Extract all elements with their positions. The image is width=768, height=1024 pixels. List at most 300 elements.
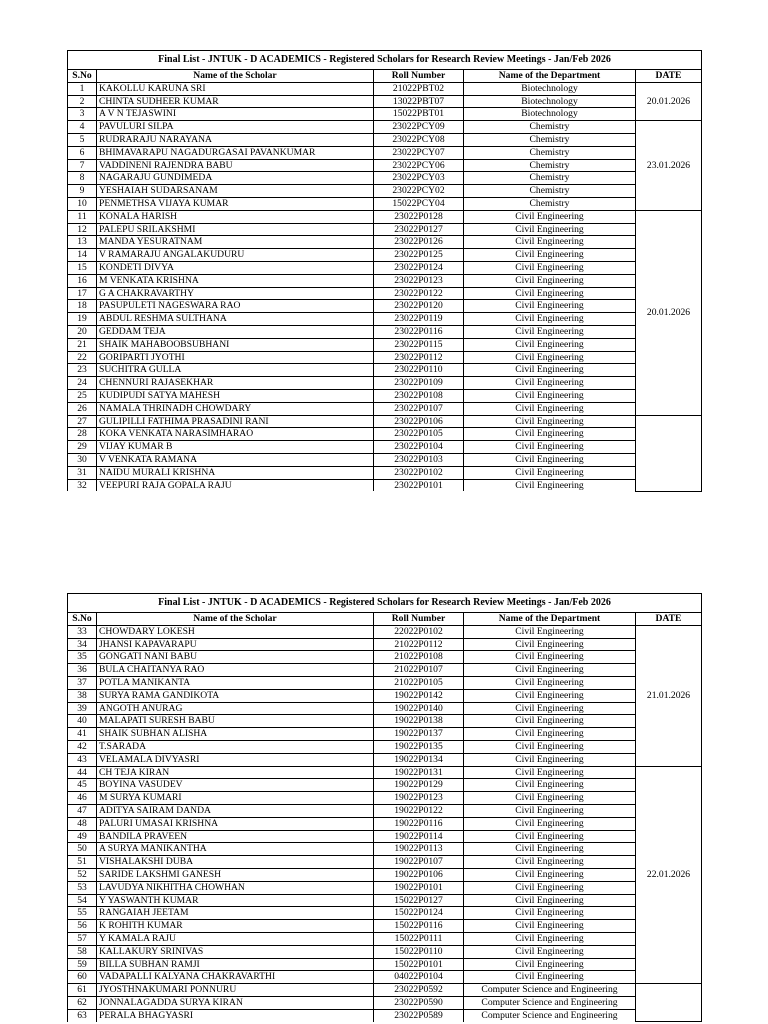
roll-number-cell: 23022P0590 bbox=[374, 996, 464, 1009]
scholar-name-cell: GONGATI NANI BABU bbox=[97, 651, 374, 664]
roll-number-cell: 22022P0102 bbox=[374, 625, 464, 638]
table-row bbox=[68, 325, 702, 338]
sno-cell: 23 bbox=[68, 364, 97, 377]
scholar-name-cell: G A CHAKRAVARTHY bbox=[97, 287, 374, 300]
table-row bbox=[68, 121, 702, 134]
table-row bbox=[68, 172, 702, 185]
sno-cell: 25 bbox=[68, 389, 97, 402]
table-row bbox=[68, 996, 702, 1009]
roll-number-cell: 15022P0110 bbox=[374, 945, 464, 958]
roll-number-cell: 19022P0131 bbox=[374, 766, 464, 779]
department-cell: Civil Engineering bbox=[464, 843, 636, 856]
sno-cell: 62 bbox=[68, 996, 97, 1009]
department-cell: Civil Engineering bbox=[464, 779, 636, 792]
table-row bbox=[68, 108, 702, 121]
department-cell: Civil Engineering bbox=[464, 274, 636, 287]
sno-cell: 7 bbox=[68, 159, 97, 172]
table-row bbox=[68, 984, 702, 997]
sno-cell: 4 bbox=[68, 121, 97, 134]
table-row bbox=[68, 287, 702, 300]
sno-cell: 47 bbox=[68, 804, 97, 817]
roll-number-cell: 23022P0127 bbox=[374, 223, 464, 236]
sno-cell: 59 bbox=[68, 958, 97, 971]
scholar-name-cell: VELAMALA DIVYASRI bbox=[97, 753, 374, 766]
sno-cell: 37 bbox=[68, 676, 97, 689]
table-row bbox=[68, 945, 702, 958]
table-row bbox=[68, 907, 702, 920]
department-cell: Biotechnology bbox=[464, 108, 636, 121]
sno-cell: 13 bbox=[68, 236, 97, 249]
scholar-name-cell: KONDETI DIVYA bbox=[97, 261, 374, 274]
roll-number-cell: 19022P0122 bbox=[374, 804, 464, 817]
table-title: Final List - JNTUK - D ACADEMICS - Registered Scholars for Research Review Meetings - Jan/Feb 2026 bbox=[68, 51, 702, 70]
date-cell bbox=[636, 984, 702, 1022]
department-cell: Civil Engineering bbox=[464, 313, 636, 326]
sno-cell: 8 bbox=[68, 172, 97, 185]
roll-number-cell: 23022P0126 bbox=[374, 236, 464, 249]
sno-cell: 52 bbox=[68, 868, 97, 881]
department-cell: Civil Engineering bbox=[464, 377, 636, 390]
table-row bbox=[68, 133, 702, 146]
table-row bbox=[68, 95, 702, 108]
table-row bbox=[68, 881, 702, 894]
table-row bbox=[68, 377, 702, 390]
scholar-name-cell: CHOWDARY LOKESH bbox=[97, 625, 374, 638]
roll-number-cell: 21022P0107 bbox=[374, 664, 464, 677]
roll-number-cell: 19022P0129 bbox=[374, 779, 464, 792]
department-cell: Civil Engineering bbox=[464, 907, 636, 920]
scholar-name-cell: T.SARADA bbox=[97, 740, 374, 753]
roll-number-cell: 23022P0106 bbox=[374, 415, 464, 428]
department-cell: Civil Engineering bbox=[464, 945, 636, 958]
scholar-name-cell: A V N TEJASWINI bbox=[97, 108, 374, 121]
sno-cell: 15 bbox=[68, 261, 97, 274]
sno-cell: 10 bbox=[68, 197, 97, 210]
scholar-name-cell: MANDA YESURATNAM bbox=[97, 236, 374, 249]
table-row bbox=[68, 453, 702, 466]
table-row bbox=[68, 920, 702, 933]
sno-cell: 46 bbox=[68, 792, 97, 805]
sno-cell: 33 bbox=[68, 625, 97, 638]
table-row bbox=[68, 651, 702, 664]
roll-number-cell: 23022P0105 bbox=[374, 428, 464, 441]
roll-number-cell: 19022P0134 bbox=[374, 753, 464, 766]
sno-cell: 57 bbox=[68, 932, 97, 945]
department-cell: Civil Engineering bbox=[464, 689, 636, 702]
roll-number-cell: 19022P0116 bbox=[374, 817, 464, 830]
sno-cell: 1 bbox=[68, 82, 97, 95]
roll-number-cell: 23022P0120 bbox=[374, 300, 464, 313]
header-sno: S.No bbox=[68, 70, 97, 83]
scholar-name-cell: NAMALA THRINADH CHOWDARY bbox=[97, 402, 374, 415]
sno-cell: 6 bbox=[68, 146, 97, 159]
sno-cell: 2 bbox=[68, 95, 97, 108]
sno-cell: 22 bbox=[68, 351, 97, 364]
roll-number-cell: 19022P0138 bbox=[374, 715, 464, 728]
header-name: Name of the Scholar bbox=[97, 613, 374, 626]
header-department: Name of the Department bbox=[464, 70, 636, 83]
roll-number-cell: 23022P0589 bbox=[374, 1009, 464, 1021]
header-roll-number: Roll Number bbox=[374, 70, 464, 83]
table-row bbox=[68, 971, 702, 984]
sno-cell: 35 bbox=[68, 651, 97, 664]
header-department: Name of the Department bbox=[464, 613, 636, 626]
department-cell: Civil Engineering bbox=[464, 894, 636, 907]
scholar-name-cell: GORIPARTI JYOTHI bbox=[97, 351, 374, 364]
scholars-table-2 bbox=[67, 593, 702, 1022]
sno-cell: 31 bbox=[68, 466, 97, 479]
roll-number-cell: 23022PCY06 bbox=[374, 159, 464, 172]
department-cell: Civil Engineering bbox=[464, 300, 636, 313]
scholar-name-cell: BULA CHAITANYA RAO bbox=[97, 664, 374, 677]
table-row bbox=[68, 728, 702, 741]
scholar-name-cell: SHAIK SUBHAN ALISHA bbox=[97, 728, 374, 741]
roll-number-cell: 23022P0110 bbox=[374, 364, 464, 377]
scholar-name-cell: POTLA MANIKANTA bbox=[97, 676, 374, 689]
department-cell: Civil Engineering bbox=[464, 638, 636, 651]
scholar-name-cell: SARIDE LAKSHMI GANESH bbox=[97, 868, 374, 881]
sno-cell: 38 bbox=[68, 689, 97, 702]
table-row bbox=[68, 313, 702, 326]
sno-cell: 61 bbox=[68, 984, 97, 997]
sno-cell: 5 bbox=[68, 133, 97, 146]
table-body bbox=[68, 82, 702, 491]
department-cell: Computer Science and Engineering bbox=[464, 1009, 636, 1021]
department-cell: Civil Engineering bbox=[464, 766, 636, 779]
table-row bbox=[68, 843, 702, 856]
scholar-name-cell: PALEPU SRILAKSHMI bbox=[97, 223, 374, 236]
header-roll-number: Roll Number bbox=[374, 613, 464, 626]
table-row bbox=[68, 779, 702, 792]
scholar-name-cell: V VENKATA RAMANA bbox=[97, 453, 374, 466]
table-row bbox=[68, 249, 702, 262]
table-row bbox=[68, 830, 702, 843]
table-row bbox=[68, 676, 702, 689]
sno-cell: 40 bbox=[68, 715, 97, 728]
date-cell: 22.01.2026 bbox=[636, 766, 702, 984]
scholar-name-cell: A SURYA MANIKANTHA bbox=[97, 843, 374, 856]
table-row bbox=[68, 664, 702, 677]
table-row bbox=[68, 466, 702, 479]
roll-number-cell: 19022P0114 bbox=[374, 830, 464, 843]
table-row bbox=[68, 338, 702, 351]
header-date: DATE bbox=[636, 70, 702, 83]
department-cell: Chemistry bbox=[464, 121, 636, 134]
table-row bbox=[68, 894, 702, 907]
department-cell: Civil Engineering bbox=[464, 210, 636, 223]
date-cell: 20.01.2026 bbox=[636, 210, 702, 415]
department-cell: Chemistry bbox=[464, 146, 636, 159]
table-row bbox=[68, 210, 702, 223]
table-row bbox=[68, 300, 702, 313]
department-cell: Civil Engineering bbox=[464, 702, 636, 715]
roll-number-cell: 21022P0108 bbox=[374, 651, 464, 664]
department-cell: Civil Engineering bbox=[464, 792, 636, 805]
scholar-name-cell: CH TEJA KIRAN bbox=[97, 766, 374, 779]
department-cell: Civil Engineering bbox=[464, 625, 636, 638]
roll-number-cell: 21022P0112 bbox=[374, 638, 464, 651]
sno-cell: 26 bbox=[68, 402, 97, 415]
sno-cell: 60 bbox=[68, 971, 97, 984]
roll-number-cell: 23022PCY08 bbox=[374, 133, 464, 146]
department-cell: Civil Engineering bbox=[464, 453, 636, 466]
scholar-name-cell: VISHALAKSHI DUBA bbox=[97, 856, 374, 869]
roll-number-cell: 21022PBT02 bbox=[374, 82, 464, 95]
scholar-name-cell: BILLA SUBHAN RAMJI bbox=[97, 958, 374, 971]
scholar-name-cell: V RAMARAJU ANGALAKUDURU bbox=[97, 249, 374, 262]
scholar-name-cell: GULIPILLI FATHIMA PRASADINI RANI bbox=[97, 415, 374, 428]
sno-cell: 49 bbox=[68, 830, 97, 843]
department-cell: Civil Engineering bbox=[464, 351, 636, 364]
table-row bbox=[68, 261, 702, 274]
scholar-name-cell: VIJAY KUMAR B bbox=[97, 441, 374, 454]
department-cell: Civil Engineering bbox=[464, 428, 636, 441]
department-cell: Civil Engineering bbox=[464, 441, 636, 454]
department-cell: Civil Engineering bbox=[464, 676, 636, 689]
scholar-name-cell: CHENNURI RAJASEKHAR bbox=[97, 377, 374, 390]
department-cell: Computer Science and Engineering bbox=[464, 996, 636, 1009]
scholar-name-cell: SHAIK MAHABOOBSUBHANI bbox=[97, 338, 374, 351]
department-cell: Civil Engineering bbox=[464, 830, 636, 843]
table-body bbox=[68, 625, 702, 1021]
department-cell: Chemistry bbox=[464, 185, 636, 198]
sno-cell: 43 bbox=[68, 753, 97, 766]
date-cell: 21.01.2026 bbox=[636, 625, 702, 766]
scholar-name-cell: M SURYA KUMARI bbox=[97, 792, 374, 805]
scholar-name-cell: VADDINENI RAJENDRA BABU bbox=[97, 159, 374, 172]
sno-cell: 39 bbox=[68, 702, 97, 715]
scholar-name-cell: KALLAKURY SRINIVAS bbox=[97, 945, 374, 958]
table-row bbox=[68, 766, 702, 779]
roll-number-cell: 19022P0106 bbox=[374, 868, 464, 881]
table-row bbox=[68, 753, 702, 766]
department-cell: Civil Engineering bbox=[464, 223, 636, 236]
department-cell: Chemistry bbox=[464, 159, 636, 172]
header-sno: S.No bbox=[68, 613, 97, 626]
table-row bbox=[68, 428, 702, 441]
sno-cell: 19 bbox=[68, 313, 97, 326]
table-row bbox=[68, 351, 702, 364]
scholars-table-1 bbox=[67, 50, 702, 492]
scholar-name-cell: BANDILA PRAVEEN bbox=[97, 830, 374, 843]
table-row bbox=[68, 689, 702, 702]
department-cell: Civil Engineering bbox=[464, 249, 636, 262]
roll-number-cell: 19022P0140 bbox=[374, 702, 464, 715]
roll-number-cell: 13022PBT07 bbox=[374, 95, 464, 108]
department-cell: Chemistry bbox=[464, 133, 636, 146]
table-row bbox=[68, 159, 702, 172]
scholar-name-cell: ANGOTH ANURAG bbox=[97, 702, 374, 715]
sno-cell: 34 bbox=[68, 638, 97, 651]
table-row bbox=[68, 364, 702, 377]
roll-number-cell: 15022P0127 bbox=[374, 894, 464, 907]
table-row bbox=[68, 274, 702, 287]
table-title: Final List - JNTUK - D ACADEMICS - Registered Scholars for Research Review Meetings - Jan/Feb 2026 bbox=[68, 594, 702, 613]
table-row bbox=[68, 625, 702, 638]
department-cell: Civil Engineering bbox=[464, 261, 636, 274]
table-row bbox=[68, 441, 702, 454]
date-cell: 23.01.2026 bbox=[636, 121, 702, 211]
sno-cell: 21 bbox=[68, 338, 97, 351]
sno-cell: 27 bbox=[68, 415, 97, 428]
department-cell: Civil Engineering bbox=[464, 881, 636, 894]
sno-cell: 11 bbox=[68, 210, 97, 223]
roll-number-cell: 23022P0115 bbox=[374, 338, 464, 351]
table-row bbox=[68, 804, 702, 817]
roll-number-cell: 23022PCY09 bbox=[374, 121, 464, 134]
scholar-name-cell: SUCHITRA GULLA bbox=[97, 364, 374, 377]
sno-cell: 56 bbox=[68, 920, 97, 933]
roll-number-cell: 23022P0592 bbox=[374, 984, 464, 997]
table-row bbox=[68, 740, 702, 753]
scholar-name-cell: JONNALAGADDA SURYA KIRAN bbox=[97, 996, 374, 1009]
sno-cell: 51 bbox=[68, 856, 97, 869]
roll-number-cell: 23022P0128 bbox=[374, 210, 464, 223]
table-row bbox=[68, 402, 702, 415]
roll-number-cell: 04022P0104 bbox=[374, 971, 464, 984]
scholar-name-cell: PAVULURI SILPA bbox=[97, 121, 374, 134]
table-row bbox=[68, 415, 702, 428]
roll-number-cell: 23022P0124 bbox=[374, 261, 464, 274]
sno-cell: 28 bbox=[68, 428, 97, 441]
roll-number-cell: 21022P0105 bbox=[374, 676, 464, 689]
roll-number-cell: 15022P0101 bbox=[374, 958, 464, 971]
roll-number-cell: 23022P0101 bbox=[374, 479, 464, 491]
scholar-name-cell: JHANSI KAPAVARAPU bbox=[97, 638, 374, 651]
sno-cell: 32 bbox=[68, 479, 97, 491]
sno-cell: 36 bbox=[68, 664, 97, 677]
department-cell: Civil Engineering bbox=[464, 287, 636, 300]
department-cell: Civil Engineering bbox=[464, 856, 636, 869]
sno-cell: 55 bbox=[68, 907, 97, 920]
scholar-name-cell: NAGARAJU GUNDIMEDA bbox=[97, 172, 374, 185]
department-cell: Civil Engineering bbox=[464, 958, 636, 971]
table-row bbox=[68, 856, 702, 869]
department-cell: Civil Engineering bbox=[464, 415, 636, 428]
roll-number-cell: 19022P0107 bbox=[374, 856, 464, 869]
roll-number-cell: 23022P0108 bbox=[374, 389, 464, 402]
date-cell bbox=[636, 415, 702, 491]
scholar-name-cell: Y KAMALA RAJU bbox=[97, 932, 374, 945]
roll-number-cell: 23022P0125 bbox=[374, 249, 464, 262]
sno-cell: 17 bbox=[68, 287, 97, 300]
scholar-name-cell: RANGAIAH JEETAM bbox=[97, 907, 374, 920]
department-cell: Civil Engineering bbox=[464, 338, 636, 351]
table-row bbox=[68, 236, 702, 249]
table-row bbox=[68, 817, 702, 830]
sno-cell: 14 bbox=[68, 249, 97, 262]
sno-cell: 24 bbox=[68, 377, 97, 390]
scholar-name-cell: KOKA VENKATA NARASIMHARAO bbox=[97, 428, 374, 441]
department-cell: Civil Engineering bbox=[464, 479, 636, 491]
department-cell: Civil Engineering bbox=[464, 364, 636, 377]
sno-cell: 63 bbox=[68, 1009, 97, 1021]
scholar-name-cell: KONALA HARISH bbox=[97, 210, 374, 223]
header-date: DATE bbox=[636, 613, 702, 626]
department-cell: Biotechnology bbox=[464, 82, 636, 95]
scholar-name-cell: BOYINA VASUDEV bbox=[97, 779, 374, 792]
roll-number-cell: 15022PCY04 bbox=[374, 197, 464, 210]
sno-cell: 45 bbox=[68, 779, 97, 792]
department-cell: Chemistry bbox=[464, 197, 636, 210]
table-row bbox=[68, 958, 702, 971]
roll-number-cell: 19022P0135 bbox=[374, 740, 464, 753]
department-cell: Civil Engineering bbox=[464, 868, 636, 881]
scholar-name-cell: PENMETHSA VIJAYA KUMAR bbox=[97, 197, 374, 210]
scholar-name-cell: K ROHITH KUMAR bbox=[97, 920, 374, 933]
scholar-name-cell: PALURI UMASAI KRISHNA bbox=[97, 817, 374, 830]
department-cell: Civil Engineering bbox=[464, 932, 636, 945]
scholar-name-cell: ABDUL RESHMA SULTHANA bbox=[97, 313, 374, 326]
scholar-name-cell: ADITYA SAIRAM DANDA bbox=[97, 804, 374, 817]
sno-cell: 41 bbox=[68, 728, 97, 741]
scholar-name-cell: GEDDAM TEJA bbox=[97, 325, 374, 338]
department-cell: Civil Engineering bbox=[464, 715, 636, 728]
department-cell: Civil Engineering bbox=[464, 664, 636, 677]
table-row bbox=[68, 185, 702, 198]
sno-cell: 9 bbox=[68, 185, 97, 198]
roll-number-cell: 23022PCY02 bbox=[374, 185, 464, 198]
roll-number-cell: 19022P0142 bbox=[374, 689, 464, 702]
roll-number-cell: 23022P0102 bbox=[374, 466, 464, 479]
sno-cell: 30 bbox=[68, 453, 97, 466]
table-row bbox=[68, 702, 702, 715]
scholar-name-cell: LAVUDYA NIKHITHA CHOWHAN bbox=[97, 881, 374, 894]
table-row bbox=[68, 223, 702, 236]
sno-cell: 42 bbox=[68, 740, 97, 753]
department-cell: Civil Engineering bbox=[464, 651, 636, 664]
sno-cell: 53 bbox=[68, 881, 97, 894]
sno-cell: 20 bbox=[68, 325, 97, 338]
scholar-name-cell: JYOSTHNAKUMARI PONNURU bbox=[97, 984, 374, 997]
department-cell: Civil Engineering bbox=[464, 971, 636, 984]
sno-cell: 12 bbox=[68, 223, 97, 236]
table-row bbox=[68, 389, 702, 402]
header-name: Name of the Scholar bbox=[97, 70, 374, 83]
sno-cell: 48 bbox=[68, 817, 97, 830]
department-cell: Computer Science and Engineering bbox=[464, 984, 636, 997]
scholar-name-cell: KAKOLLU KARUNA SRI bbox=[97, 82, 374, 95]
department-cell: Civil Engineering bbox=[464, 236, 636, 249]
roll-number-cell: 23022P0109 bbox=[374, 377, 464, 390]
roll-number-cell: 23022P0104 bbox=[374, 441, 464, 454]
department-cell: Civil Engineering bbox=[464, 804, 636, 817]
sno-cell: 18 bbox=[68, 300, 97, 313]
date-cell: 20.01.2026 bbox=[636, 82, 702, 120]
department-cell: Civil Engineering bbox=[464, 402, 636, 415]
roll-number-cell: 15022P0124 bbox=[374, 907, 464, 920]
scholar-name-cell: M VENKATA KRISHNA bbox=[97, 274, 374, 287]
roll-number-cell: 23022P0116 bbox=[374, 325, 464, 338]
roll-number-cell: 23022P0123 bbox=[374, 274, 464, 287]
roll-number-cell: 23022P0119 bbox=[374, 313, 464, 326]
scholar-name-cell: PERALA BHAGYASRI bbox=[97, 1009, 374, 1021]
scholar-name-cell: CHINTA SUDHEER KUMAR bbox=[97, 95, 374, 108]
department-cell: Civil Engineering bbox=[464, 920, 636, 933]
table-row bbox=[68, 715, 702, 728]
roll-number-cell: 23022P0107 bbox=[374, 402, 464, 415]
scholar-name-cell: RUDRARAJU NARAYANA bbox=[97, 133, 374, 146]
table-row bbox=[68, 638, 702, 651]
scholar-name-cell: NAIDU MURALI KRISHNA bbox=[97, 466, 374, 479]
roll-number-cell: 23022PCY07 bbox=[374, 146, 464, 159]
roll-number-cell: 15022PBT01 bbox=[374, 108, 464, 121]
roll-number-cell: 19022P0123 bbox=[374, 792, 464, 805]
department-cell: Civil Engineering bbox=[464, 728, 636, 741]
scholar-name-cell: BHIMAVARAPU NAGADURGASAI PAVANKUMAR bbox=[97, 146, 374, 159]
roll-number-cell: 19022P0113 bbox=[374, 843, 464, 856]
department-cell: Civil Engineering bbox=[464, 389, 636, 402]
